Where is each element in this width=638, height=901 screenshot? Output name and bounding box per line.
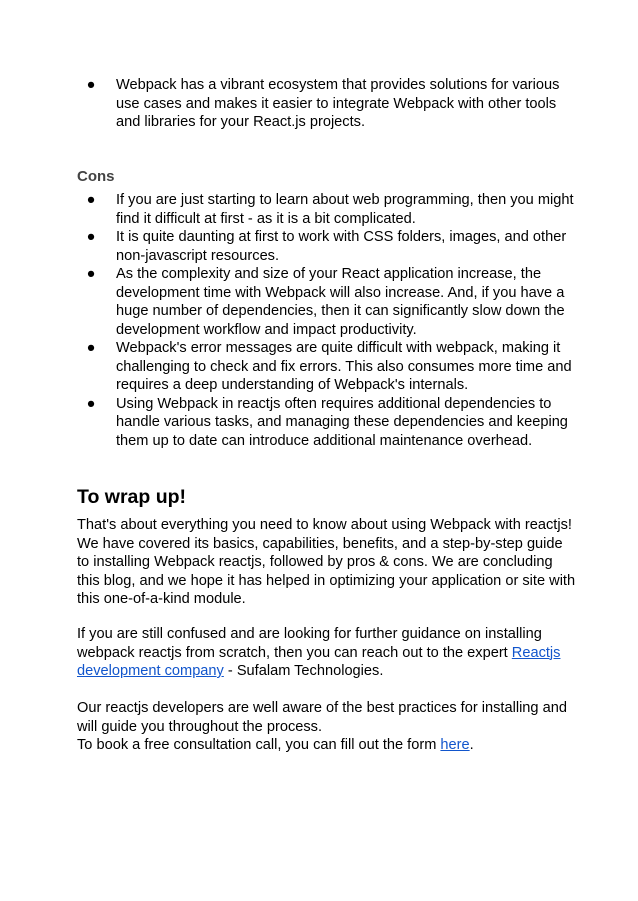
list-item [77, 395, 577, 451]
list-item-text: As the complexity and size of your React application increase, the development time with Webpack will also increase. And, if you have a huge number of dependencies, then it can significantly slow down the development workflow and impact productivity. [116, 266, 565, 338]
bullet-icon: ● [86, 192, 96, 208]
wrap-up-heading: To wrap up! [77, 486, 187, 508]
pros-list [77, 76, 577, 132]
bullet-icon: ● [86, 77, 96, 93]
wrap-up-paragraph-2 [77, 625, 577, 681]
list-item [77, 76, 577, 132]
paragraph-text: - Sufalam Technologies. [223, 663, 384, 679]
reactjs-development-company-link[interactable]: Reactjs development company [77, 644, 561, 679]
bullet-icon: ● [86, 266, 96, 282]
wrap-up-paragraph-3: Our reactjs developers are well aware of the best practices for installing and will guide you throughout the process. [77, 700, 567, 735]
list-item [77, 228, 577, 265]
list-item [77, 265, 577, 339]
bullet-icon: ● [86, 229, 96, 245]
list-item [77, 339, 577, 395]
paragraph-text: If you are still confused and are looking for further guidance on installing webpack reactjs from scratch, then you can reach out to the expert [77, 626, 542, 661]
wrap-up-paragraph-1: That's about everything you need to know about using Webpack with reactjs! We have covered its basics, capabilities, benefits, and a step-by-step guide to installing Webpack reactjs, followed by pros & cons. We are concluding this blog, and we hope it has helped in optimizing your application or site with this one-of-a-kind module. [77, 517, 576, 607]
list-item-text: Webpack has a vibrant ecosystem that provides solutions for various use cases and makes it easier to integrate Webpack with other tools and libraries for your React.js projects. [116, 77, 560, 130]
list-item [77, 191, 577, 228]
wrap-up-paragraph-4 [77, 736, 577, 755]
consultation-form-link[interactable]: here [440, 737, 470, 753]
bullet-icon: ● [86, 395, 96, 412]
list-item-text: It is quite daunting at first to work with CSS folders, images, and other non-javascript resources. [116, 229, 567, 264]
bullet-icon: ● [86, 340, 96, 356]
list-item-text: Using Webpack in reactjs often requires additional dependencies to handle various tasks, and managing these dependencies and keeping them up to date can introduce additional maintenance overhead. [116, 395, 568, 449]
paragraph-text: . [469, 737, 474, 753]
cons-heading: Cons [77, 168, 115, 185]
list-item-text: If you are just starting to learn about web programming, then you might find it difficult at first - as it is a bit complicated. [116, 192, 574, 227]
cons-list [77, 191, 577, 450]
list-item-text: Webpack's error messages are quite difficult with webpack, making it challenging to check and fix errors. This also consumes more time and requires a deep understanding of Webpack's internals. [116, 340, 572, 393]
paragraph-text: To book a free consultation call, you can fill out the form [77, 737, 441, 753]
